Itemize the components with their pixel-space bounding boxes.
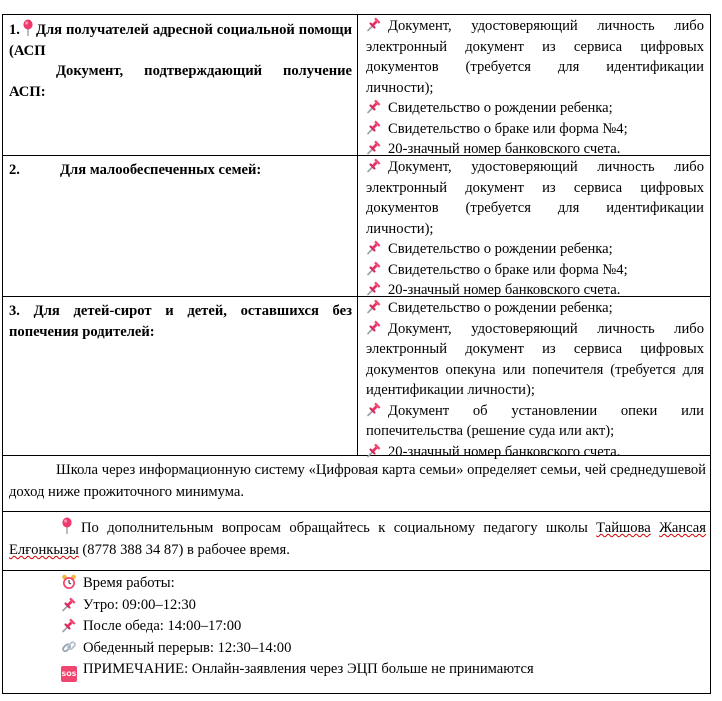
- schedule-row: [3, 571, 710, 693]
- document-item: 20-значный номер банковского счета.: [366, 442, 704, 463]
- document-item: 20-значный номер банковского счета.: [366, 280, 704, 301]
- schedule-afternoon: После обеда: 14:00–17:00: [61, 616, 710, 638]
- pushpin-icon: [366, 98, 382, 114]
- schedule-morning: Утро: 09:00–12:30: [61, 595, 710, 617]
- document-item: Свидетельство о браке или форма №4;: [366, 260, 704, 281]
- pushpin-icon: [366, 119, 382, 135]
- pushpin-icon: [61, 596, 77, 612]
- pushpin-icon: [61, 617, 77, 633]
- document-item: Документ об установлении опеки или попечительства (решение суда или акт);: [366, 402, 704, 439]
- table-row: [3, 15, 710, 156]
- category-title: Для получателей адресной социальной помощи (АСП: [9, 22, 352, 59]
- link-icon: [61, 639, 77, 655]
- pushpin-icon: [366, 239, 382, 255]
- table-row: [3, 297, 710, 460]
- documents-table: [2, 14, 711, 694]
- document-item: Свидетельство о браке или форма №4;: [366, 119, 704, 140]
- row-number: 2.: [9, 162, 20, 178]
- document-item: Свидетельство о рождении ребенка;: [366, 98, 704, 119]
- category-subtitle: Документ, подтверждающий получение АСП:: [9, 63, 352, 100]
- contact-row: [3, 512, 710, 571]
- contact-name: Тайшова: [596, 520, 651, 536]
- document-item: Документ, удостоверяющий личность либо электронный документ из сервиса цифровых документов опекуна или попечителя (требуется для идентификации личности);: [366, 320, 704, 398]
- pushpin-icon: [366, 319, 382, 335]
- pushpin-icon: [366, 260, 382, 276]
- documents-cell: [358, 156, 710, 296]
- documents-cell: [358, 297, 710, 460]
- document-item: Документ, удостоверяющий личность либо электронный документ из сервиса цифровых документов (требуется для идентификации личности);: [366, 159, 704, 237]
- documents-cell: [358, 15, 710, 155]
- document-item: Свидетельство о рождении ребенка;: [366, 298, 704, 319]
- contact-name: Жансая Елғонкызы: [9, 520, 706, 558]
- category-cell: [3, 156, 358, 296]
- category-title: Для малообеспеченных семей:: [60, 162, 262, 178]
- contact-phone: (8778 388 34 87) в рабочее время.: [82, 542, 290, 558]
- category-cell: [3, 297, 358, 455]
- pushpin-icon: [366, 401, 382, 417]
- schedule-note: SOS ПРИМЕЧАНИЕ: Онлайн-заявления через ЭЦП больше не принимаются: [61, 659, 710, 682]
- contact-text: По дополнительным вопросам обращайтесь к социальному педагогу школы Тайшова Жансая Елғонкызы (8778 388 34 87) в рабочее время.: [9, 517, 706, 561]
- pushpin-icon: [366, 280, 382, 296]
- category-cell: [3, 15, 358, 155]
- school-note-row: [3, 456, 710, 512]
- document-item: Свидетельство о рождении ребенка;: [366, 239, 704, 260]
- category-title: Для детей-сирот и детей, оставшихся без попечения родителей:: [9, 303, 352, 340]
- schedule-title: Время работы:: [61, 573, 710, 595]
- schedule-lunch: Обеденный перерыв: 12:30–14:00: [61, 638, 710, 660]
- row-number: 1.: [9, 22, 20, 38]
- balloon-pin-icon: [61, 517, 73, 535]
- pushpin-icon: [366, 16, 382, 32]
- school-note: Школа через информационную систему «Цифровая карта семьи» определяет семьи, чей среднедушевой доход ниже прожиточного минимума.: [9, 462, 706, 500]
- pushpin-icon: [366, 298, 382, 314]
- pushpin-icon: [366, 157, 382, 173]
- document-item: Документ, удостоверяющий личность либо электронный документ из сервиса цифровых документов (требуется для идентификации личности);: [366, 18, 704, 96]
- balloon-pin-icon: [22, 19, 34, 37]
- alarm-clock-icon: [61, 574, 77, 590]
- sos-icon: SOS: [61, 666, 77, 682]
- row-number: 3.: [9, 303, 20, 319]
- document-item: 20-значный номер банковского счета.: [366, 139, 704, 160]
- pushpin-icon: [366, 139, 382, 155]
- table-row: [3, 156, 710, 297]
